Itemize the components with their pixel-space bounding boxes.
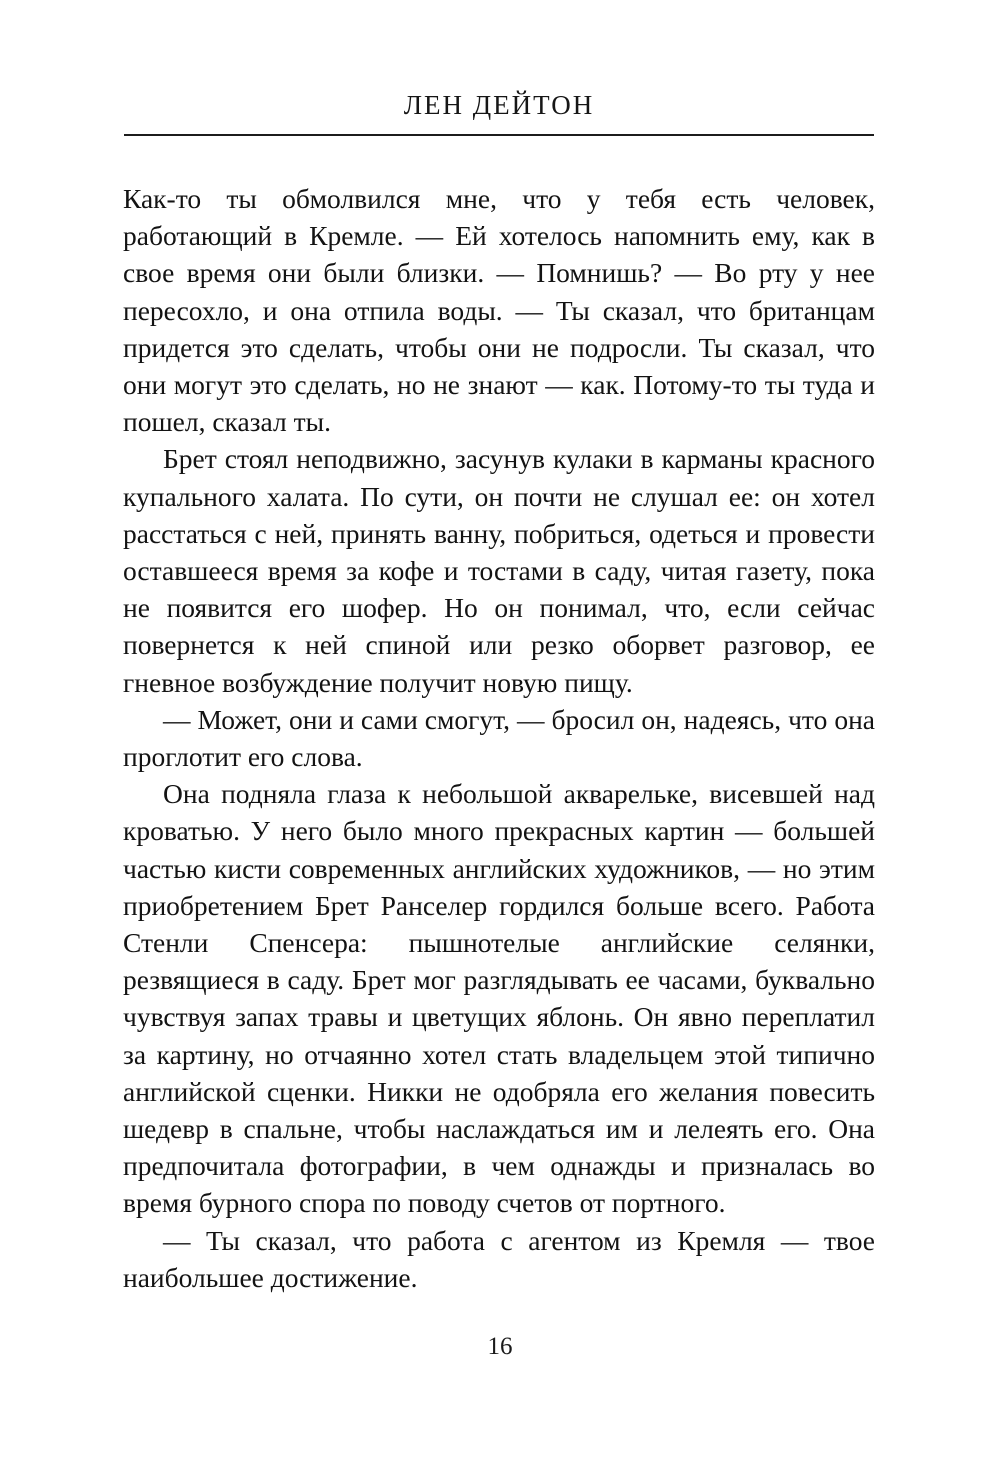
header-rule	[124, 134, 874, 136]
author-name: ЛЕН ДЕЙТОН	[403, 90, 595, 120]
paragraph: — Может, они и сами смогут, — бросил он, надеясь, что она проглотит его слова.	[123, 703, 875, 773]
paragraph: — Ты сказал, что работа с агентом из Кремля — твое наибольшее достижение.	[123, 1224, 875, 1293]
paragraph: Она подняла глаза к небольшой акварельке, висевшей над кроватью. У него было много прекрасных картин — большей частью кисти современных английских художников, — но этим приобретением Брет Ранселер гордился больше всего. Работа Стенли Спенсера: пышнотелые английские селянки, резвящиеся в саду. Брет мог разглядывать ее часами, буквально чувствуя запах травы и цветущих яблонь. Он явно переплатил за картину, но отчаянно хотел стать владельцем этой типично английской сценки. Никки не одобряла его желания повесить шедевр в спальне, чтобы наслаждаться им и лелеять его. Она предпочитала фотографии, в чем однажды и призналась во время бурного спора по поводу счетов от портного.	[123, 778, 875, 1219]
body-text	[123, 180, 875, 1296]
page-footer	[0, 1333, 1000, 1361]
paragraph: Брет стоял неподвижно, засунув кулаки в карманы красного купального халата. По сути, он почти не слушал ее: он хотел расстаться с ней, принять ванну, побриться, одеться и провести оставшееся время за кофе и тостами в саду, читая газету, пока не появится его шофер. Но он понимал, что, если сейчас повернется к ней спиной или резко оборвет разговор, ее гневное возбуждение получит новую пищу.	[123, 443, 875, 698]
page-number: 16	[487, 1333, 513, 1360]
paragraph: Как-то ты обмолвился мне, что у тебя есть человек, работающий в Кремле. — Ей хотелось напомнить ему, как в свое время они были близки. — Помнишь? — Во рту у нее пересохло, и она отпила воды. — Ты сказал, что британцам придется это сделать, чтобы они не подросли. Ты сказал, что они могут это сделать, но не знают — как. Потому-то ты туда и пошел, сказал ты.	[123, 183, 875, 438]
running-header	[124, 90, 874, 144]
